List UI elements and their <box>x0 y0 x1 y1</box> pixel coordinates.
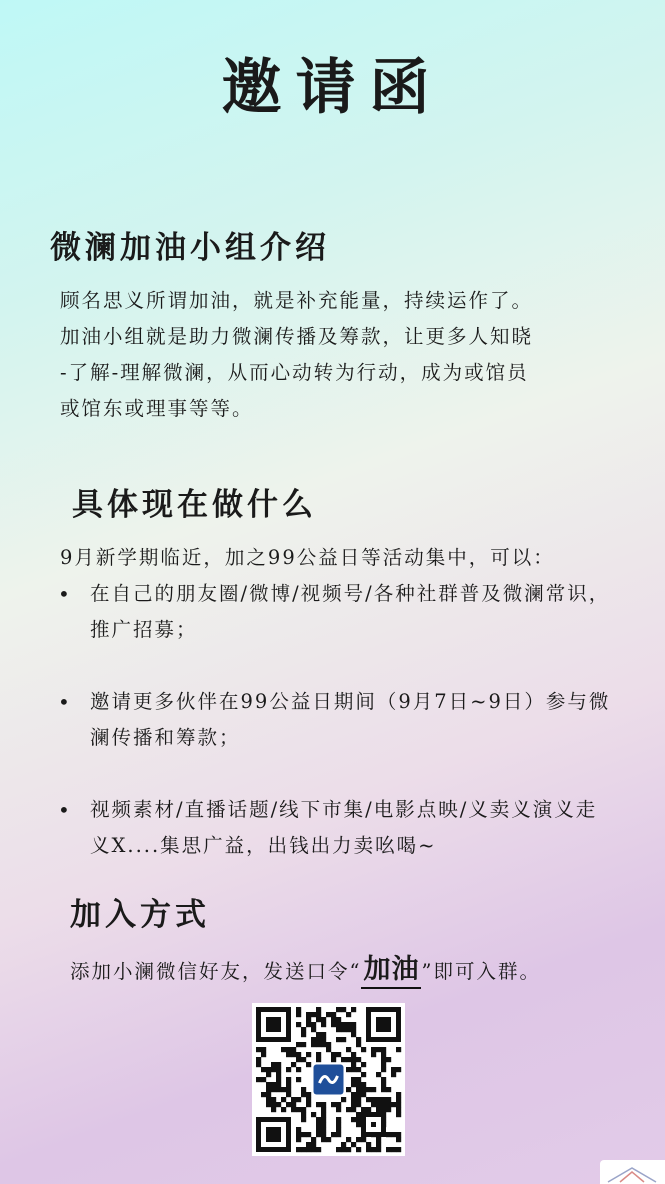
password-keyword: 加油 <box>361 954 421 989</box>
join-instructions <box>70 953 570 989</box>
intro-line: 顾名思义所谓加油，就是补充能量，持续运作了。 <box>60 289 534 312</box>
join-text-before: 添加小澜微信好友，发送口令“ <box>70 960 362 983</box>
envelope-icon[interactable] <box>600 1160 665 1184</box>
list-item: • 邀请更多伙伴在99公益日期间（9月7日~9日）参与微澜传播和筹款； <box>58 684 618 756</box>
now-heading: 具体现在做什么 <box>72 487 317 523</box>
join-heading: 加入方式 <box>70 897 210 933</box>
page-title: 邀请函 <box>221 53 444 123</box>
intro-line: 或馆东或理事等等。 <box>60 397 254 420</box>
wechat-qr-code[interactable] <box>252 1003 405 1156</box>
qr-code-icon <box>252 1003 405 1156</box>
intro-line: -了解-理解微澜，从而心动转为行动，成为或馆员 <box>60 361 529 384</box>
intro-heading: 微澜加油小组介绍 <box>50 230 330 266</box>
now-lead: 9月新学期临近，加之99公益日等活动集中，可以： <box>60 546 555 569</box>
list-item: • 在自己的朋友圈/微博/视频号/各种社群普及微澜常识，推广招募； <box>58 576 618 648</box>
activity-list <box>58 576 618 900</box>
list-item: • 视频素材/直播话题/线下市集/电影点映/义卖义演义走义X....集思广益，出钱出力卖吆喝~ <box>58 792 618 864</box>
intro-paragraph <box>60 283 640 427</box>
intro-line: 加油小组就是助力微澜传播及筹款，让更多人知晓 <box>60 325 534 348</box>
join-text-after: ”即可入群。 <box>421 960 541 983</box>
